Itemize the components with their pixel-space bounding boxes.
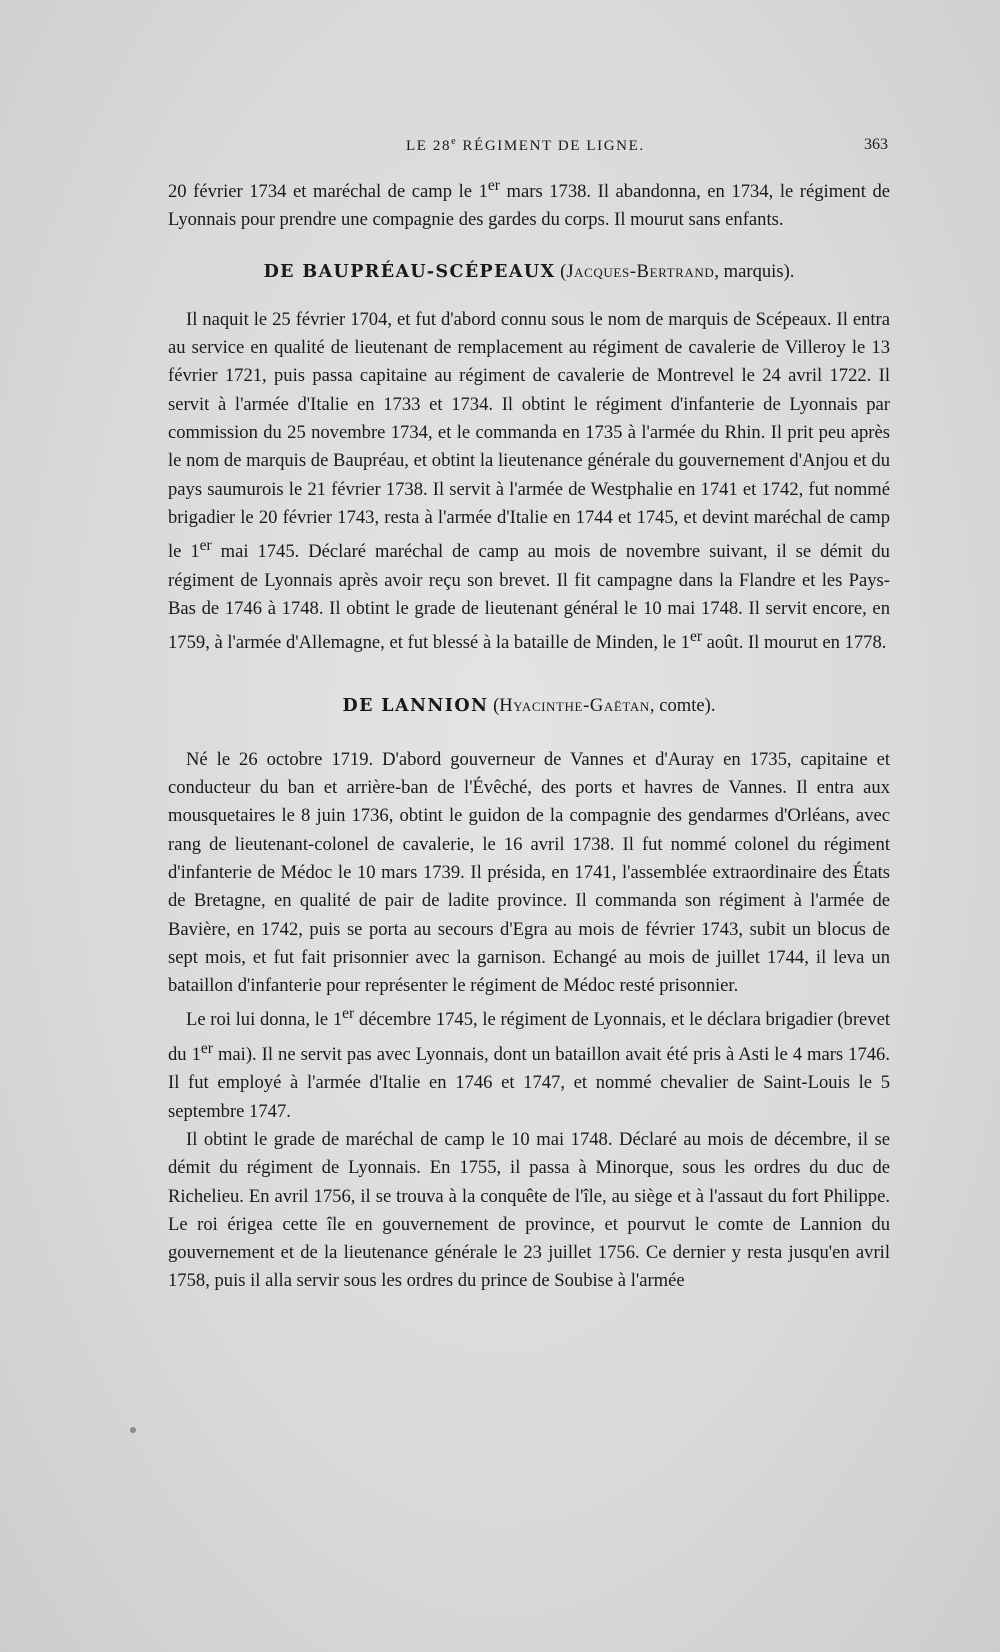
lannion-paragraph-3: Il obtint le grade de maréchal de camp le 10 mai 1748. Déclaré au mois de décembre, il se démit du régiment de Lyonnais. En 1755, il passa à Minorque, sous les ordres du duc de Richelieu. En avril 1756, il se trouva à la conquête de l'île, au siège et à l'assaut du fort Philippe. Le roi érigea cette île en gouvernement de province, et pourvut le comte de Lannion du gouvernement et de la lieutenance générale le 23 juillet 1756. Ce dernier y resta jusqu'en avril 1758, puis il alla servir sous les ordres du prince de Soubise à l'armée <box>168 1128 890 1292</box>
lannion-p2-text-a: Le roi lui donna, le 1 <box>186 1009 343 1031</box>
intro-text-b: mars 1738. Il abandonna, en 1734, le régiment de Lyonnais pour prendre une compagnie des gardes du corps. Il mourut sans enfants. <box>168 181 891 231</box>
heading-name: DE LANNION <box>342 695 489 716</box>
intro-text-a: 20 février 1734 et maréchal de camp le 1 <box>168 181 488 203</box>
lannion-p2-text-c: mai). Il ne servit pas avec Lyonnais, dont un bataillon avait été pris à Asti le 4 mars 1746. Il fut employé à l'armée d'Italie en 1746 et 1747, et nommé chevalier de Saint-Louis le 5 septembre 1747. <box>168 1044 890 1122</box>
intro-paragraph <box>168 172 890 235</box>
intro-sup: er <box>487 177 500 194</box>
heading-qual-close: , marquis). <box>714 260 795 282</box>
heading-qual-open: ( <box>488 694 500 716</box>
running-title-sup: e <box>451 136 458 147</box>
baupreau-sup-1: er <box>199 537 212 555</box>
page-number: 363 <box>864 136 888 153</box>
section-heading-lannion <box>168 692 890 720</box>
lannion-p2-sup-2: er <box>200 1039 213 1057</box>
running-title <box>406 136 645 155</box>
baupreau-text-b: mai 1745. Déclaré maréchal de camp au mois de novembre suivant, il se démit du régiment de Lyonnais après avoir reçu son brevet. Il fit campagne dans la Flandre et les Pays-Bas de 1746 à 1748. Il obtint le grade de lieutenant général le 10 mai 1748. Il servit encore, en 1759, à l'armée d'Allemagne, et fut blessé à la bataille de Minden, le 1 <box>168 541 890 654</box>
lannion-paragraph-2 <box>168 1000 890 1126</box>
running-title-pre: LE 28 <box>406 138 452 154</box>
baupreau-text-c: août. Il mourut en 1778. <box>702 632 887 654</box>
running-head <box>168 136 888 160</box>
margin-speck <box>130 1427 136 1433</box>
heading-qual-given-names: Jacques-Bertrand <box>566 260 715 282</box>
lannion-p2-text-b: décembre 1745, le régiment de Lyonnais, et le déclara brigadier (brevet du 1 <box>168 1009 890 1066</box>
baupreau-text-a: Il naquit le 25 février 1704, et fut d'abord connu sous le nom de marquis de Scépeaux. Il entra au service en qualité de lieutenant de remplacement au régiment de cavalerie de Villeroy le 13 février 1721, puis passa capitaine au régiment de cavalerie de Montrevel le 24 avril 1722. Il servit à l'armée d'Italie en 1733 et 1734. Il obtint le régiment d'infanterie de Lyonnais par commission du 25 novembre 1734, et le commanda en 1735 à l'armée du Rhin. Il prit peu après le nom de marquis de Baupréau, et obtint la lieutenance générale du gouvernement d'Anjou et du pays saumurois le 21 février 1738. Il servit à l'armée de Westphalie en 1741 et 1742, fut nommé brigadier le 20 février 1743, resta à l'armée d'Italie en 1744 et 1745, et devint maréchal de camp le 1 <box>168 308 890 563</box>
heading-name: DE BAUPRÉAU-SCÉPEAUX <box>263 261 556 282</box>
heading-qual-close: , comte). <box>649 694 716 716</box>
baupreau-sup-2: er <box>689 628 703 646</box>
baupreau-paragraph <box>168 306 890 658</box>
heading-qual-given-names: Hyacinthe-Gaëtan <box>499 694 650 716</box>
lannion-paragraph-1: Né le 26 octobre 1719. D'abord gouverneur de Vannes et d'Auray en 1735, capitaine et conducteur du ban et arrière-ban de l'Évêché, des ports et havres de Vannes. Il entra aux mousquetaires le 8 juin 1736, obtint le guidon de la compagnie des gendarmes d'Orléans, avec rang de lieutenant-colonel de cavalerie, le 16 avril 1738. Il fut nommé colonel du régiment d'infanterie de Médoc le 10 mars 1739. Il présida, en 1741, l'assemblée extraordinaire des États de Bretagne, en qualité de pair de ladite province. Il commanda son régiment à l'armée de Bavière, en 1742, puis se porta au secours d'Egra au mois de février 1743, subit un blocus de sept mois, et fut fait prisonnier avec la garnison. Echangé au mois de juillet 1744, il leva un bataillon d'infanterie pour représenter le régiment de Médoc resté prisonnier. <box>168 748 890 997</box>
body-text <box>168 172 890 1296</box>
lannion-p2-sup-1: er <box>342 1005 355 1023</box>
section-heading-baupreau <box>168 258 890 286</box>
heading-qual-open: ( <box>555 260 567 282</box>
running-title-post: RÉGIMENT DE LIGNE. <box>457 138 645 154</box>
